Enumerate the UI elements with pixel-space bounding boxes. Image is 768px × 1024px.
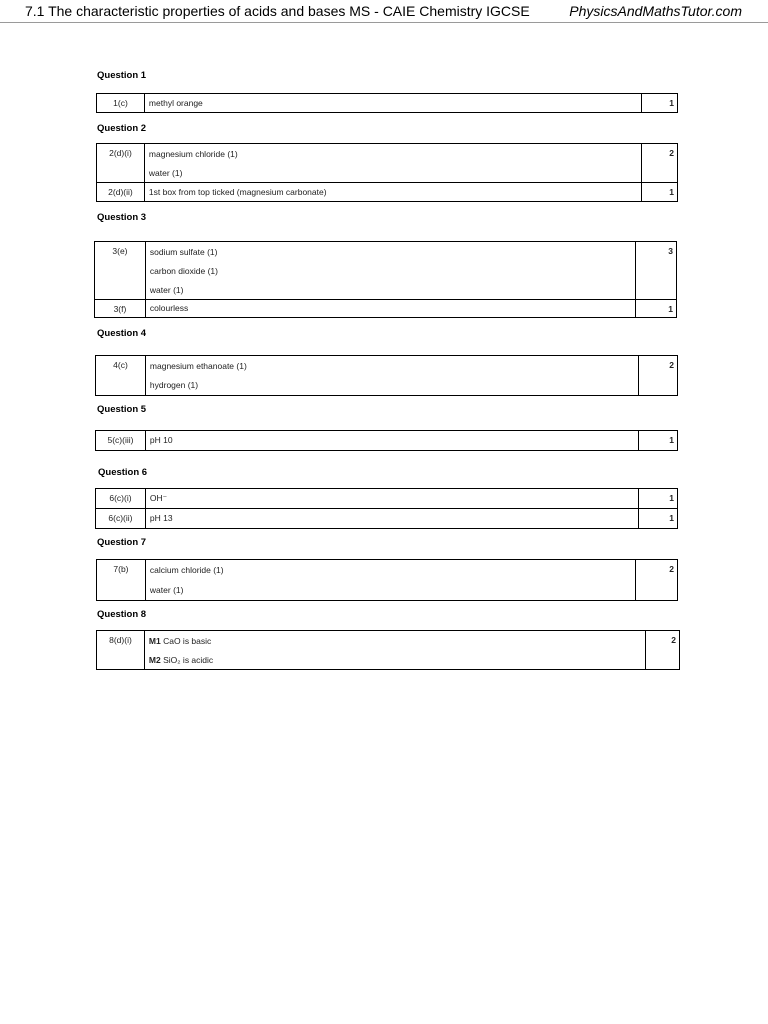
question-number: 2(d)(i) bbox=[97, 144, 145, 183]
mark-scheme-table bbox=[95, 355, 678, 396]
answer-text: water (1) bbox=[148, 168, 183, 178]
answer-cell bbox=[144, 631, 645, 670]
answer-text: pH 13 bbox=[149, 513, 173, 523]
marks-value: 1 bbox=[639, 431, 678, 451]
table-row bbox=[96, 509, 678, 529]
table-row bbox=[96, 489, 678, 509]
marking-point-label: M1 bbox=[148, 636, 161, 646]
answer-line bbox=[150, 580, 635, 600]
answer-text: magnesium chloride (1) bbox=[148, 149, 238, 159]
mark-scheme-table bbox=[96, 143, 678, 202]
question-heading: Question 2 bbox=[97, 123, 147, 134]
answer-cell bbox=[144, 94, 641, 113]
answer-text: 1st box from top ticked (magnesium carbonate) bbox=[148, 187, 327, 197]
answer-text: CaO is basic bbox=[160, 636, 212, 646]
question-number: 1(c) bbox=[97, 94, 145, 113]
mark-scheme-table bbox=[94, 241, 677, 318]
table-row bbox=[96, 431, 678, 451]
question-number: 2(d)(ii) bbox=[97, 183, 145, 202]
answer-text: magnesium ethanoate (1) bbox=[149, 361, 247, 371]
question-number: 5(c)(iii) bbox=[96, 431, 146, 451]
marks-value: 1 bbox=[639, 489, 678, 509]
question-number: 4(c) bbox=[96, 356, 146, 396]
answer-cell bbox=[145, 560, 635, 601]
marks-value: 1 bbox=[636, 300, 677, 318]
answer-line bbox=[150, 509, 638, 528]
document-title: 7.1 The characteristic properties of acids and bases MS - CAIE Chemistry IGCSE bbox=[25, 3, 530, 19]
answer-text: water (1) bbox=[149, 285, 184, 295]
answer-text: sodium sulfate (1) bbox=[149, 247, 218, 257]
question-number: 6(c)(ii) bbox=[96, 509, 146, 529]
answer-line bbox=[149, 144, 641, 164]
answer-cell bbox=[145, 300, 635, 318]
answer-cell bbox=[145, 242, 635, 300]
answer-line bbox=[150, 431, 638, 450]
answer-cell bbox=[145, 489, 638, 509]
question-heading: Question 3 bbox=[97, 212, 147, 223]
answer-line bbox=[149, 164, 641, 182]
answer-line bbox=[150, 300, 635, 317]
answer-text: SiO₂ is acidic bbox=[160, 655, 214, 665]
answer-line bbox=[149, 183, 641, 201]
question-number: 8(d)(i) bbox=[97, 631, 145, 670]
page-header bbox=[0, 0, 768, 23]
answer-line bbox=[150, 356, 638, 376]
question-heading: Question 1 bbox=[97, 70, 147, 81]
mark-scheme-table bbox=[96, 93, 678, 113]
answer-cell bbox=[144, 144, 641, 183]
answer-line bbox=[149, 631, 645, 652]
question-number: 3(f) bbox=[95, 300, 146, 318]
answer-line bbox=[150, 376, 638, 395]
marks-value: 2 bbox=[642, 144, 678, 183]
question-heading: Question 6 bbox=[98, 467, 148, 478]
mark-scheme-table bbox=[96, 630, 680, 670]
table-row bbox=[97, 144, 678, 183]
question-heading: Question 4 bbox=[97, 328, 147, 339]
question-heading: Question 7 bbox=[97, 537, 147, 548]
answer-line bbox=[150, 281, 635, 299]
question-heading: Question 8 bbox=[97, 609, 147, 620]
marks-value: 2 bbox=[639, 356, 678, 396]
answer-text: methyl orange bbox=[148, 98, 203, 108]
answer-text: calcium chloride (1) bbox=[149, 565, 224, 575]
table-row bbox=[97, 183, 678, 202]
table-row bbox=[97, 94, 678, 113]
mark-scheme-table bbox=[96, 559, 678, 601]
answer-line bbox=[149, 94, 641, 112]
question-number: 3(e) bbox=[95, 242, 146, 300]
answer-line bbox=[150, 560, 635, 580]
answer-text: OH⁻ bbox=[149, 493, 168, 503]
marks-value: 1 bbox=[639, 509, 678, 529]
answer-line bbox=[149, 652, 645, 669]
marks-value: 3 bbox=[636, 242, 677, 300]
table-row bbox=[97, 631, 680, 670]
marks-value: 1 bbox=[642, 183, 678, 202]
answer-line bbox=[150, 262, 635, 281]
marking-point-label: M2 bbox=[148, 655, 161, 665]
answer-cell bbox=[144, 183, 641, 202]
mark-scheme-table bbox=[95, 430, 678, 451]
question-number: 6(c)(i) bbox=[96, 489, 146, 509]
answer-cell bbox=[145, 509, 638, 529]
answer-text: colourless bbox=[149, 303, 189, 313]
answer-line bbox=[150, 242, 635, 262]
table-row bbox=[95, 242, 677, 300]
answer-line bbox=[150, 489, 638, 508]
marks-value: 2 bbox=[636, 560, 678, 601]
mark-scheme-table bbox=[95, 488, 678, 529]
site-name: PhysicsAndMathsTutor.com bbox=[569, 3, 742, 19]
marks-value: 1 bbox=[642, 94, 678, 113]
question-number: 7(b) bbox=[97, 560, 146, 601]
table-row bbox=[96, 356, 678, 396]
answer-cell bbox=[145, 431, 638, 451]
question-heading: Question 5 bbox=[97, 404, 147, 415]
answer-text: carbon dioxide (1) bbox=[149, 266, 218, 276]
answer-text: pH 10 bbox=[149, 435, 173, 445]
marks-value: 2 bbox=[646, 631, 680, 670]
answer-text: hydrogen (1) bbox=[149, 380, 199, 390]
answer-text: water (1) bbox=[149, 585, 184, 595]
answer-cell bbox=[145, 356, 638, 396]
table-row bbox=[97, 560, 678, 601]
table-row bbox=[95, 300, 677, 318]
